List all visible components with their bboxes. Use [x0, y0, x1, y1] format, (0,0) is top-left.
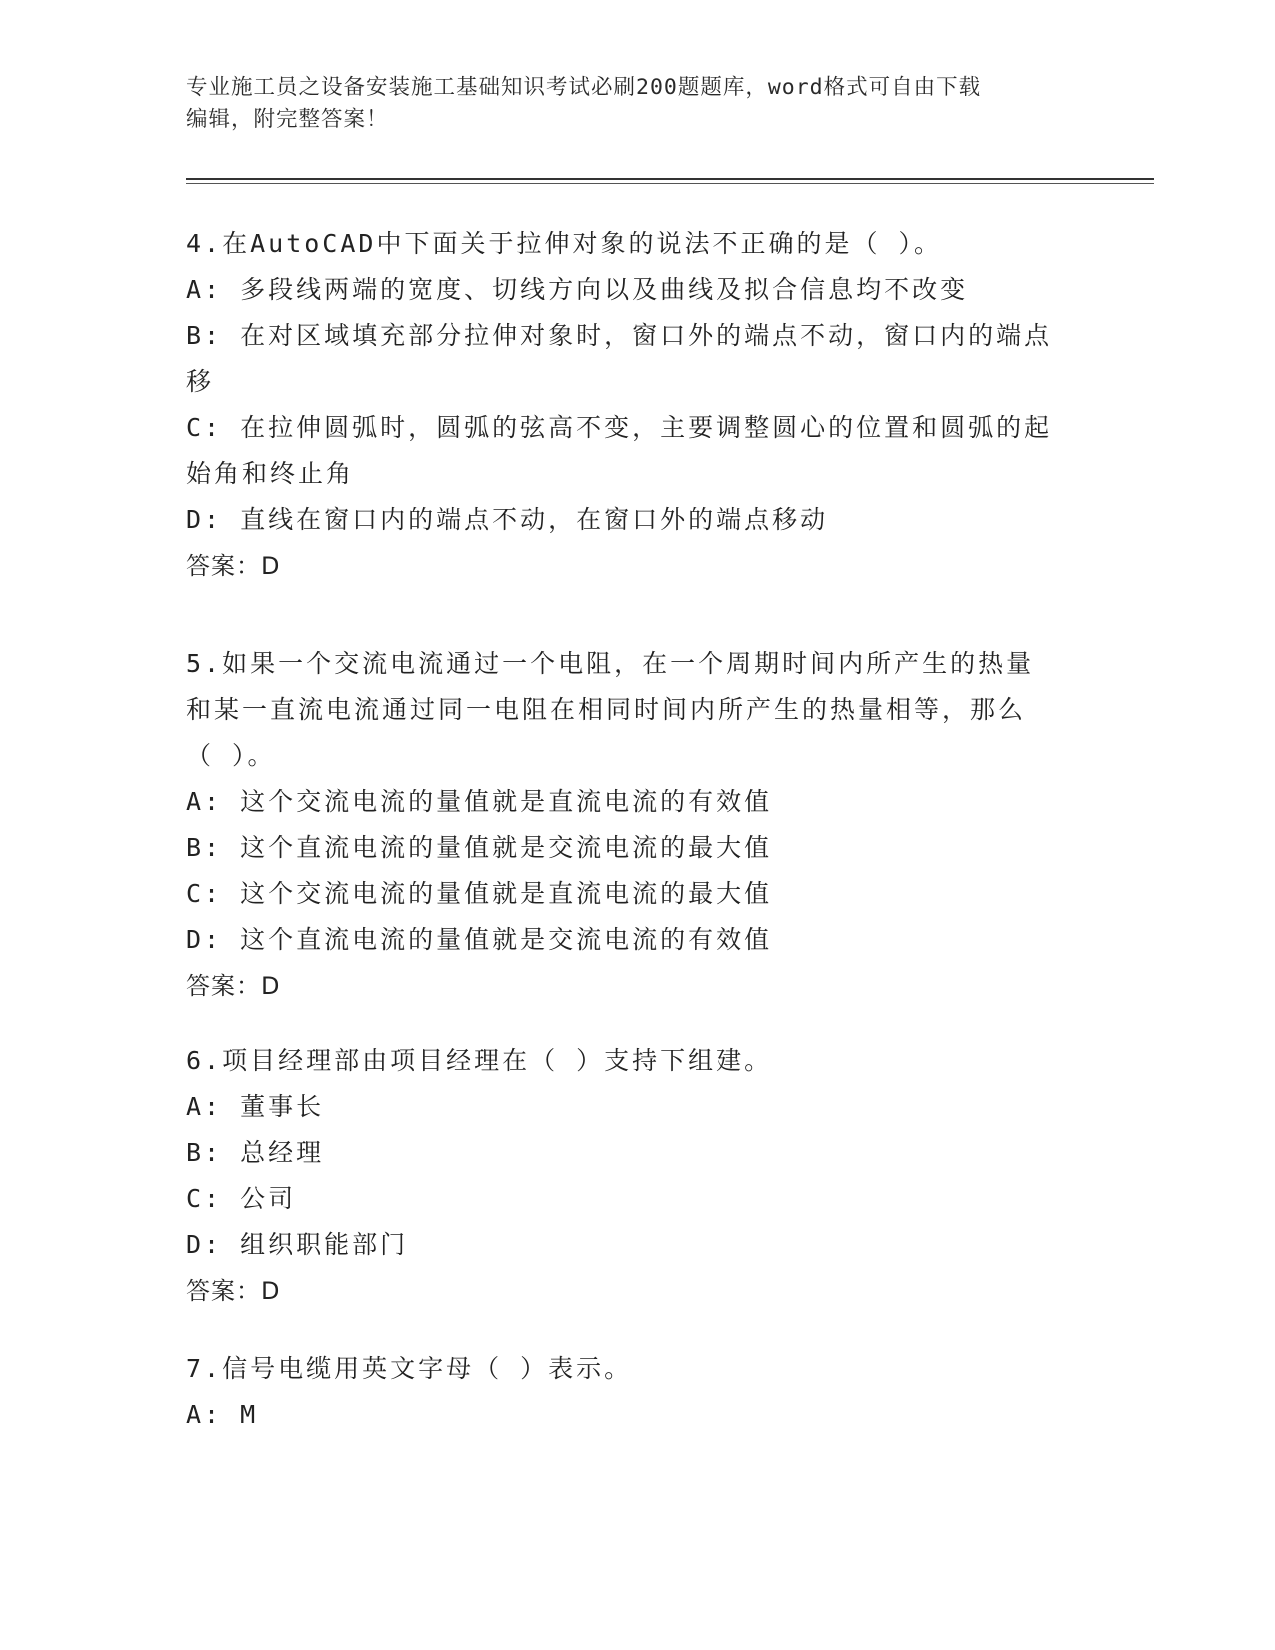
question-stem: 4.在AutoCAD中下面关于拉伸对象的说法不正确的是（ ）。 [186, 229, 943, 258]
option-a: A: 董事长 [186, 1092, 325, 1121]
header-line-1: 专业施工员之设备安装施工基础知识考试必刷200题题库，word格式可自由下载 [186, 75, 982, 100]
question-4 [186, 221, 1076, 589]
header-line-2: 编辑，附完整答案！ [186, 107, 389, 132]
question-stem: 7.信号电缆用英文字母（ ）表示。 [186, 1354, 633, 1383]
option-c: C: 公司 [186, 1184, 297, 1213]
option-b: B: 这个直流电流的量值就是交流电流的最大值 [186, 833, 773, 862]
question-stem: 6.项目经理部由项目经理在（ ）支持下组建。 [186, 1046, 773, 1075]
header-divider-thin [186, 183, 1154, 184]
answer-line: 答案：D [186, 972, 281, 1000]
option-a: A: M [186, 1400, 259, 1429]
option-a: A: 这个交流电流的量值就是直流电流的有效值 [186, 787, 773, 816]
question-5 [186, 641, 1076, 1009]
answer-line: 答案：D [186, 1277, 281, 1305]
question-stem-line-1: 5.如果一个交流电流通过一个电阻，在一个周期时间内所产生的热量 [186, 649, 1035, 678]
option-a: A: 多段线两端的宽度、切线方向以及曲线及拟合信息均不改变 [186, 275, 969, 304]
option-b: B: 总经理 [186, 1138, 325, 1167]
answer-line: 答案：D [186, 552, 281, 580]
document-header [186, 72, 1066, 136]
option-d: D: 直线在窗口内的端点不动，在窗口外的端点移动 [186, 505, 829, 534]
header-divider-thick [186, 178, 1154, 180]
option-d: D: 组织职能部门 [186, 1230, 409, 1259]
option-d: D: 这个直流电流的量值就是交流电流的有效值 [186, 925, 773, 954]
option-c-continued: 始角和终止角 [186, 459, 355, 488]
option-c: C: 这个交流电流的量值就是直流电流的最大值 [186, 879, 773, 908]
question-stem-line-2: 和某一直流电流通过同一电阻在相同时间内所产生的热量相等，那么 [186, 695, 1027, 724]
question-stem-line-3: （ ）。 [186, 741, 276, 770]
option-c: C: 在拉伸圆弧时，圆弧的弦高不变，主要调整圆心的位置和圆弧的起 [186, 413, 1053, 442]
question-7 [186, 1346, 1076, 1438]
option-b: B: 在对区域填充部分拉伸对象时，窗口外的端点不动，窗口内的端点 [186, 321, 1053, 350]
question-6 [186, 1038, 1076, 1314]
option-b-continued: 移 [186, 367, 215, 396]
